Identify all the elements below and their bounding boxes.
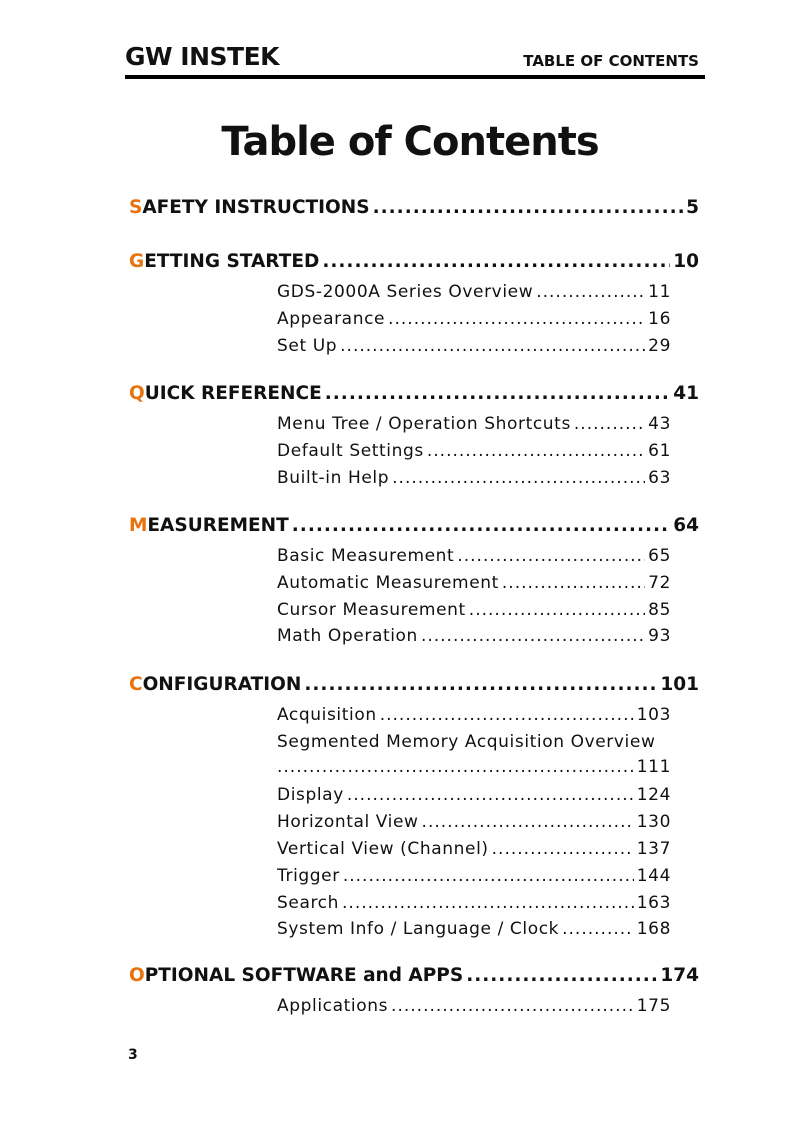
header-section-title: TABLE OF CONTENTS: [523, 52, 699, 70]
toc-section-page: 41: [673, 383, 699, 404]
toc-section-page: 174: [660, 965, 699, 986]
toc-leader-dots: [392, 467, 645, 489]
toc-section-page: 10: [673, 251, 699, 272]
toc-section-title: AFETY INSTRUCTIONS: [142, 197, 370, 218]
toc-entry-page: 111: [636, 756, 671, 777]
toc-section-row: [129, 964, 699, 988]
toc-section-row: [129, 250, 699, 274]
toc-section-page: 64: [673, 515, 699, 536]
toc-entry-row: [277, 811, 671, 833]
toc-leader-dots: [388, 308, 645, 330]
toc-leader-dots: [322, 250, 670, 274]
toc-entry-page: 29: [648, 335, 671, 356]
toc-section-initial: Q: [129, 383, 145, 404]
toc-entry-page: 11: [648, 282, 671, 302]
toc-section-row: [129, 382, 699, 406]
toc-leader-dots: [391, 995, 634, 1017]
toc-entry-title: Horizontal View: [277, 812, 419, 833]
toc-section-initial: G: [129, 251, 145, 272]
toc-section-initial: S: [129, 197, 143, 218]
toc-entry-title: Applications: [277, 996, 389, 1016]
toc-entry-row: [277, 572, 671, 594]
toc-section-initial: C: [129, 674, 143, 695]
toc-leader-dots: [422, 811, 634, 833]
toc-entry-row: [277, 892, 671, 914]
toc-leader-dots: [292, 514, 670, 538]
toc-entry-title: Basic Measurement: [277, 546, 455, 566]
toc-section-page: 101: [660, 674, 699, 695]
toc-entry-page: 63: [648, 467, 671, 488]
toc-entry-title: System Info / Language / Clock: [277, 919, 560, 940]
toc-entry-row: [277, 838, 671, 860]
toc-entry-row: [277, 918, 671, 940]
toc-entry-row: [277, 467, 671, 489]
toc-section-title: UICK REFERENCE: [144, 383, 322, 404]
toc-entry-title: Segmented Memory Acquisition Overview: [277, 731, 656, 752]
toc-section-title: ONFIGURATION: [142, 674, 302, 695]
toc-entry-page: 65: [648, 546, 671, 566]
toc-leader-dots: [277, 756, 634, 778]
toc-entry-row: [277, 440, 671, 462]
toc-leader-dots: [342, 892, 634, 914]
toc-entry-row: [277, 756, 671, 778]
toc-entry-title: Cursor Measurement: [277, 599, 466, 620]
toc-section-title: PTIONAL SOFTWARE and APPS: [144, 965, 464, 986]
toc-leader-dots: [347, 784, 634, 806]
toc-entry-page: 16: [648, 308, 671, 329]
toc-entry-row: [277, 413, 671, 435]
toc-entry-title: Set Up: [277, 335, 338, 356]
toc-leader-dots: [502, 572, 645, 594]
toc-entry-row: [277, 704, 671, 726]
toc-entry-page: 103: [636, 705, 671, 725]
gw-instek-logo: GW INSTEK: [125, 42, 280, 71]
toc-leader-dots: [536, 281, 645, 303]
toc-leader-dots: [457, 545, 645, 567]
toc-entry-title: Default Settings: [277, 440, 424, 461]
toc-entry-page: 130: [636, 812, 671, 833]
toc-entry-title: GDS-2000A Series Overview: [277, 282, 534, 302]
toc-leader-dots: [466, 964, 657, 988]
toc-entry-title: Vertical View (Channel): [277, 839, 489, 859]
page-number: 3: [128, 1047, 138, 1063]
toc-entry-row: [277, 599, 671, 621]
toc-entry-title: Appearance: [277, 308, 386, 329]
toc-entry-title: Built-in Help: [277, 467, 390, 488]
toc-entry-row: [277, 995, 671, 1017]
toc-leader-dots: [421, 625, 645, 647]
toc-entry-title: Trigger: [277, 865, 340, 886]
toc-section-row: [129, 673, 699, 697]
toc-entry-title: Automatic Measurement: [277, 572, 499, 593]
toc-section-row: [129, 514, 699, 538]
toc-leader-dots: [574, 413, 645, 435]
toc-entry-row: [277, 625, 671, 647]
toc-entry-page: 85: [648, 599, 671, 620]
toc-section-title: ETTING STARTED: [144, 251, 320, 272]
toc-section-initial: M: [129, 515, 148, 536]
toc-section-row: [129, 196, 699, 220]
toc-section-initial: O: [129, 965, 145, 986]
toc-entry-page: 144: [636, 865, 671, 886]
toc-entry-row: [277, 335, 671, 357]
page-title: Table of Contents: [221, 119, 599, 165]
toc-entry-row: [277, 784, 671, 806]
toc-section-title: EASUREMENT: [147, 515, 289, 536]
toc-entry-title: Menu Tree / Operation Shortcuts: [277, 414, 571, 434]
toc-entry-page: 124: [636, 785, 671, 806]
toc-entry-row: [277, 545, 671, 567]
toc-entry-row: [277, 865, 671, 887]
toc-entry-page: 43: [648, 414, 671, 434]
toc-section-page: 5: [686, 197, 699, 218]
toc-leader-dots: [427, 440, 645, 462]
toc-entry-row: [277, 281, 671, 303]
toc-entry-page: 61: [648, 440, 671, 461]
toc-entry-page: 93: [648, 626, 671, 647]
toc-entry-row: [277, 308, 671, 330]
toc-leader-dots: [492, 838, 634, 860]
toc-entry-title: Acquisition: [277, 705, 377, 725]
toc-entry-page: 168: [636, 919, 671, 940]
toc-leader-dots: [343, 865, 634, 887]
toc-leader-dots: [340, 335, 645, 357]
toc-leader-dots: [469, 599, 645, 621]
toc-leader-dots: [325, 382, 671, 406]
toc-entry-page: 72: [648, 572, 671, 593]
toc-entry-title: Search: [277, 892, 340, 913]
toc-entry-title: Display: [277, 785, 344, 806]
toc-entry-page: 163: [636, 892, 671, 913]
toc-entry-page: 137: [636, 839, 671, 859]
toc-leader-dots: [562, 918, 634, 940]
toc-entry-title: Math Operation: [277, 626, 418, 647]
toc-leader-dots: [304, 673, 657, 697]
toc-entry-page: 175: [636, 996, 671, 1016]
toc-leader-dots: [373, 196, 684, 220]
toc-leader-dots: [380, 704, 634, 726]
